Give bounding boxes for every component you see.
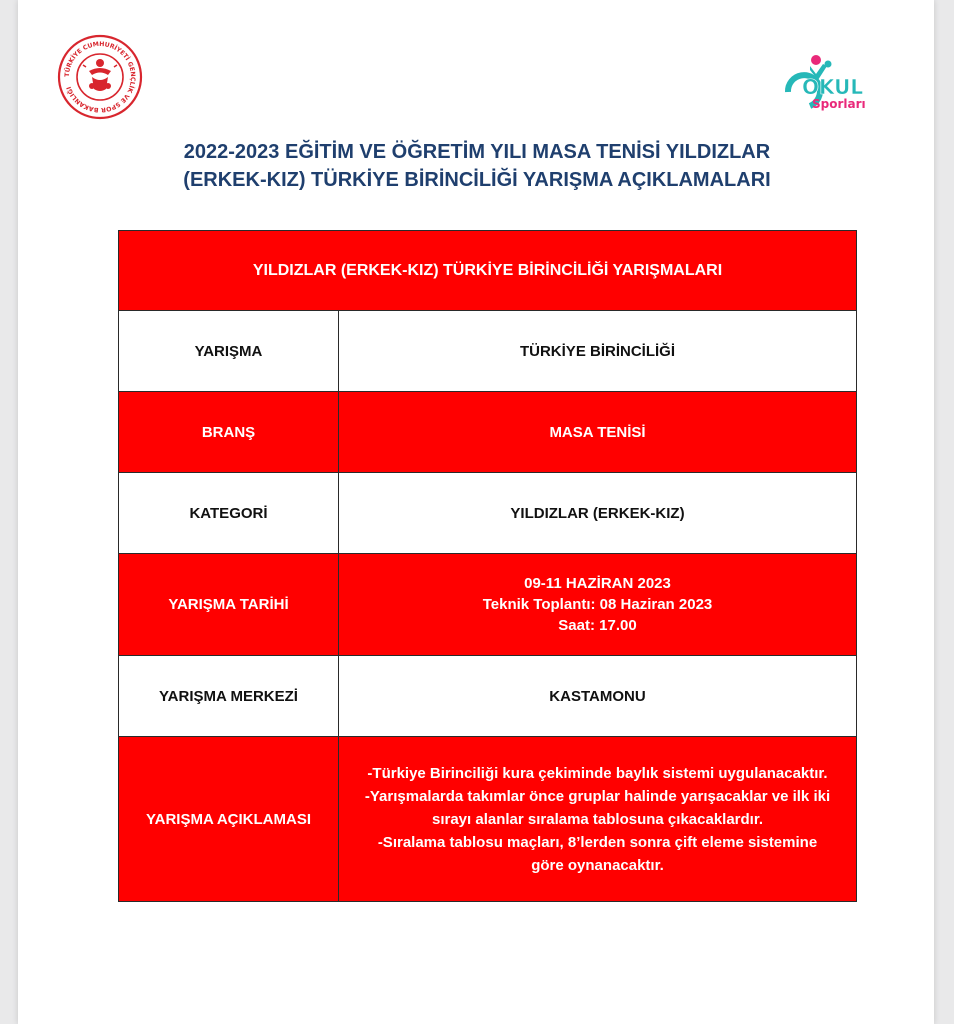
row-label-brans: BRANŞ (119, 392, 339, 473)
table-row (119, 554, 857, 656)
competition-info-table (118, 230, 857, 902)
date-line: 09-11 HAZİRAN 2023 (524, 575, 671, 592)
row-label-kategori: KATEGORİ (119, 473, 339, 554)
logo-word-okul: OKUL (802, 75, 864, 99)
table-header: YILDIZLAR (ERKEK-KIZ) TÜRKİYE BİRİNCİLİĞİ YARIŞMALARI (119, 231, 857, 311)
okul-sporlari-logo (776, 52, 886, 116)
desc-line: -Sıralama tablosu maçları, 8’lerden sonra çift eleme sistemine (377, 833, 818, 851)
table-row (119, 311, 857, 392)
meeting-line: Teknik Toplantı: 08 Haziran 2023 (482, 596, 713, 613)
time-line: Saat: 17.00 (558, 617, 637, 634)
table-row (119, 737, 857, 902)
okul-sporlari-logo-icon (776, 52, 886, 116)
table-header-row (119, 231, 857, 311)
table-row (119, 392, 857, 473)
svg-text:TÜRKİYE CUMHURİYETİ GENÇLİK VE (62, 41, 136, 113)
desc-line: -Türkiye Birinciliği kura çekiminde baylık sistemi uygulanacaktır. (367, 764, 828, 782)
row-value-tarih (339, 554, 857, 656)
document-title (0, 138, 954, 194)
title-line-1: 2022-2023 EĞİTİM VE ÖĞRETİM YILI MASA TENİSİ YILDIZLAR (183, 141, 771, 163)
title-line-2: (ERKEK-KIZ) TÜRKİYE BİRİNCİLİĞİ YARIŞMA AÇIKLAMALARI (183, 169, 771, 191)
desc-line: sırayı alanlar sıralama tablosuna çıkacaklardır. (431, 810, 764, 828)
row-value-kategori: YILDIZLAR (ERKEK-KIZ) (339, 473, 857, 554)
ministry-seal-icon (56, 33, 144, 121)
row-value-merkez: KASTAMONU (339, 656, 857, 737)
table-row (119, 656, 857, 737)
desc-line: göre oynanacaktır. (531, 856, 664, 874)
row-value-aciklama (339, 737, 857, 902)
row-label-merkez: YARIŞMA MERKEZİ (119, 656, 339, 737)
seal-ring-text: TÜRKİYE CUMHURİYETİ GENÇLİK VE SPOR BAKANLIĞI (63, 40, 137, 114)
logo-word-sporlari: Sporları (812, 97, 866, 111)
row-label-tarih: YARIŞMA TARİHİ (119, 554, 339, 656)
row-label-aciklama: YARIŞMA AÇIKLAMASI (119, 737, 339, 902)
row-value-brans: MASA TENİSİ (339, 392, 857, 473)
table-row (119, 473, 857, 554)
row-value-yarisma: TÜRKİYE BİRİNCİLİĞİ (339, 311, 857, 392)
ministry-seal-logo (56, 33, 144, 121)
row-label-yarisma: YARIŞMA (119, 311, 339, 392)
desc-line: -Yarışmalarda takımlar önce gruplar halinde yarışacaklar ve ilk iki (364, 787, 831, 805)
